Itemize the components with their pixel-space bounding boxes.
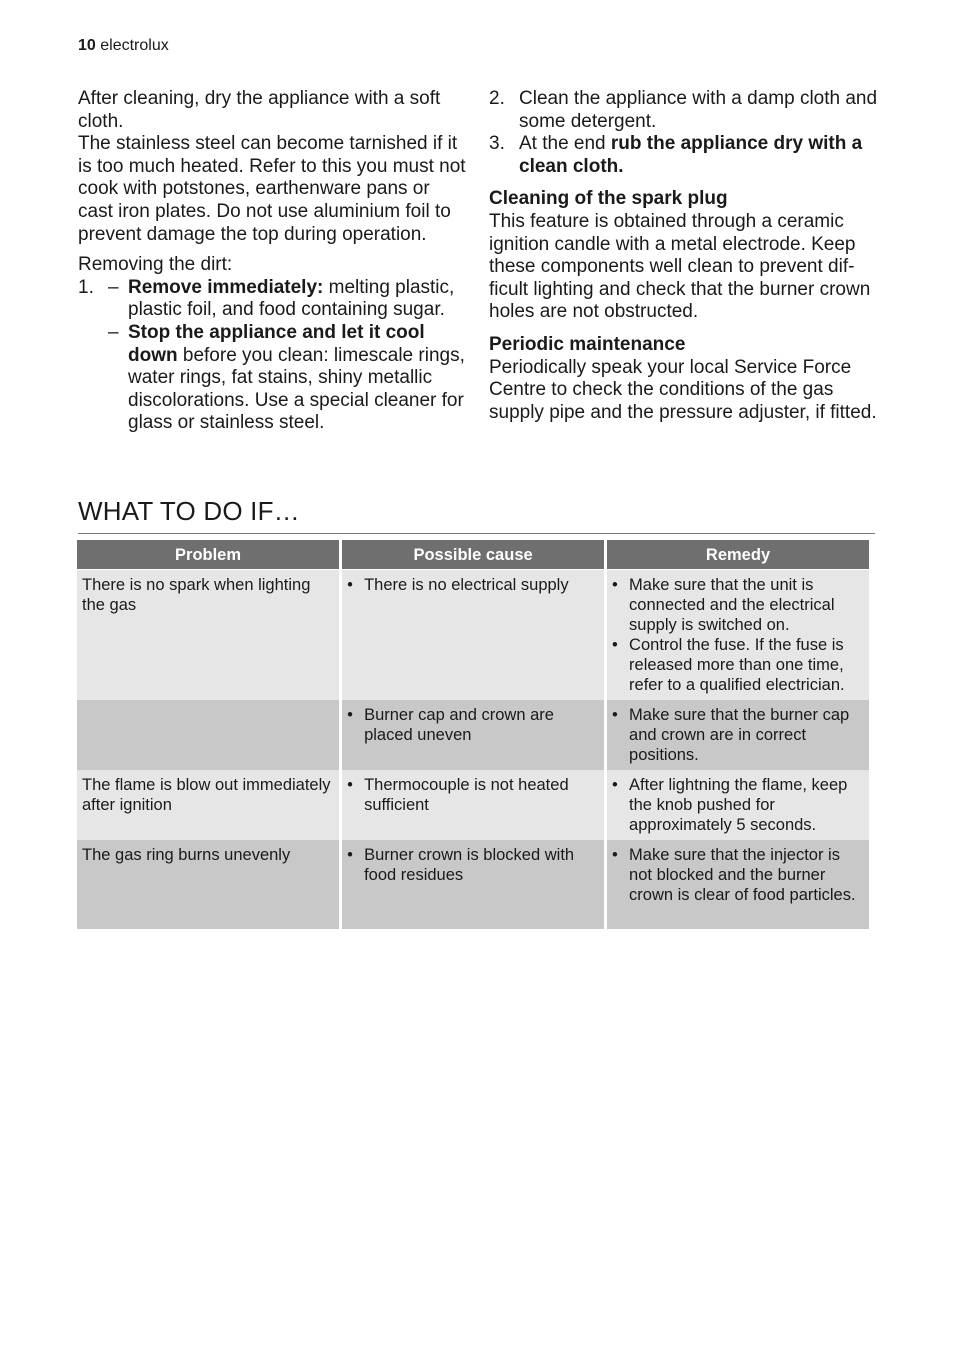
- cause-cell: [342, 840, 604, 929]
- section-title: WHAT TO DO IF…: [78, 496, 300, 526]
- cause-cell: [342, 700, 604, 770]
- table-row: [77, 570, 869, 700]
- cause-cell: [342, 770, 604, 840]
- step-2-text: Clean the appliance with a damp cloth and some detergent.: [519, 88, 878, 132]
- step-3-text: At the end: [519, 133, 611, 155]
- step-1-item-a: [78, 277, 468, 322]
- remedy-cell: [607, 700, 869, 770]
- step-1b-bold: Stop the appliance and let it cool down: [128, 321, 425, 366]
- header-remedy: Remedy: [607, 540, 869, 570]
- table-row: [77, 840, 869, 929]
- remedy-item: • Control the fuse. If the fuse is released more than one time, refer to a qualified electrician.: [612, 635, 863, 695]
- step-1a-text: melting plastic, plastic foil, and food containing sugar.: [128, 276, 455, 321]
- remedy-cell: [607, 840, 869, 929]
- table-header-row: [77, 540, 869, 570]
- cause-item: • Thermocouple is not heated sufficient: [347, 775, 598, 815]
- cause-item: • Burner cap and crown are placed uneven: [347, 705, 598, 745]
- step-3-item: [489, 133, 879, 178]
- problem-cell: The gas ring burns unevenly: [77, 840, 339, 929]
- table-row: [77, 770, 869, 840]
- removing-dirt-label: Removing the dirt:: [78, 254, 233, 276]
- remedy-item: • After lightning the flame, keep the knob pushed for approximately 5 seconds.: [612, 775, 863, 835]
- cause-cell: [342, 570, 604, 700]
- step-3-number: 3.: [489, 133, 505, 155]
- dry-paragraph: After cleaning, dry the appliance with a soft cloth.: [78, 88, 441, 132]
- maintenance-heading: Periodic maintenance: [489, 333, 686, 355]
- step-1-item-b: [78, 322, 468, 435]
- brand-name: electrolux: [100, 37, 169, 54]
- step-2-item: [489, 88, 879, 133]
- page-number: 10: [78, 37, 96, 54]
- troubleshooting-table: [74, 540, 872, 929]
- remedy-cell: [607, 570, 869, 700]
- table-row: [77, 700, 869, 770]
- header-cause: Possible cause: [342, 540, 604, 570]
- problem-cell: There is no spark when lighting the gas: [77, 570, 339, 700]
- header-problem: Problem: [77, 540, 339, 570]
- remedy-item: • Make sure that the unit is connected and the electrical supply is switched on.: [612, 575, 863, 635]
- step-3-bold: rub the appliance dry with a clean cloth.: [519, 133, 863, 177]
- problem-cell: [77, 700, 339, 770]
- problem-cell: The flame is blow out immediately after ignition: [77, 770, 339, 840]
- remedy-cell: [607, 770, 869, 840]
- cause-item: • There is no electrical supply: [347, 575, 598, 595]
- section-divider: [78, 533, 875, 534]
- step-1a-bold: Remove immediately:: [128, 276, 324, 298]
- maintenance-text: Periodically speak your local Service Force Centre to check the conditions of the gas supply pipe and the pressure adjuster, if fitted.: [489, 356, 877, 423]
- step-1-number: 1.: [78, 276, 94, 298]
- spark-plug-heading: Cleaning of the spark plug: [489, 188, 728, 210]
- remedy-item: • Make sure that the burner cap and crown are in correct positions.: [612, 705, 863, 765]
- stainless-paragraph: The stainless steel can become tarnished if it is too much heated. Refer to this you must not cook with potstones, earthenware pans or cast iron plates. Do not use aluminium foil to prevent damage the top during operation.: [78, 133, 466, 245]
- dash-bullet: –: [108, 276, 119, 298]
- left-column: [78, 88, 468, 435]
- step-1b-text: before you clean: limescale rings, water rings, fat stains, shiny metallic discolorations. Use a special cleaner for glass or stainless steel.: [128, 344, 465, 434]
- remedy-item: • Make sure that the injector is not blocked and the burner crown is clear of food particles.: [612, 845, 863, 905]
- step-2-number: 2.: [489, 88, 505, 109]
- right-column: [489, 88, 879, 424]
- dash-bullet: –: [108, 321, 119, 343]
- spark-plug-text: This feature is obtained through a ceramic ignition candle with a metal electrode. Keep these components well clean to prevent difficult lighting and check that the burner crown holes are not obstructed.: [489, 210, 871, 323]
- page-header: [78, 37, 169, 55]
- cause-item: • Burner crown is blocked with food residues: [347, 845, 598, 885]
